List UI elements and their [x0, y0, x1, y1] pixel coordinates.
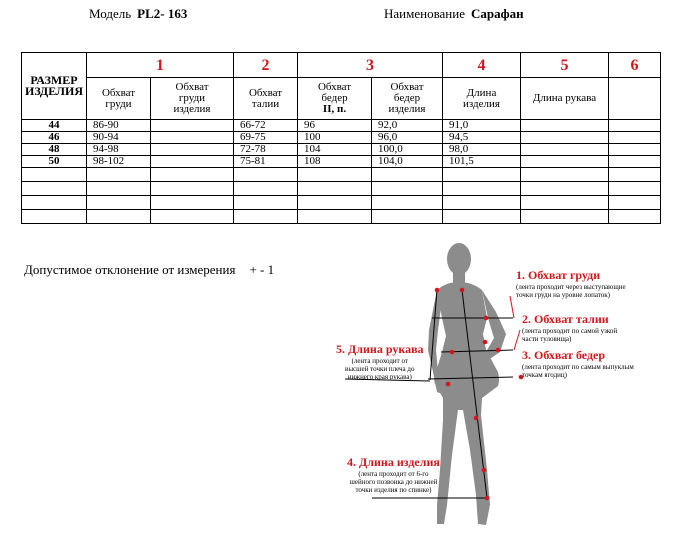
caption-arrows: [510, 296, 520, 350]
caption-sleeve: 5. Длина рукава (лента проходит от высшей точки плеча до нижнего края рукава): [336, 342, 424, 381]
group-number-1: 1: [87, 53, 234, 78]
group-number-3: 3: [298, 53, 443, 78]
caption-length: 4. Длина изделия (лента проходит от 6-го шейного позвонка до нижней точки изделия по спинке): [347, 455, 440, 494]
model-value: PL2- 163: [137, 6, 188, 21]
table-row: 44 86-90 66-72 96 92,0 91,0: [22, 120, 661, 132]
name-label: Наименование: [384, 6, 465, 21]
caption-hips: 3. Обхват бедер (лента проходит по самым выпуклым точкам ягодиц): [522, 348, 634, 379]
table-row: 48 94-98 72-78 104 100,0 98,0: [22, 144, 661, 156]
tolerance-label: Допустимое отклонение от измерения: [24, 262, 236, 277]
tolerance-value: + - 1: [249, 262, 275, 277]
group-number-4: 4: [443, 53, 521, 78]
col-sleeve: Длина рукава: [521, 78, 609, 120]
col-garment-hips: Обхват бедер изделия: [372, 78, 443, 120]
name-value: Сарафан: [471, 6, 524, 21]
group-number-2: 2: [234, 53, 298, 78]
col-garment-chest: Обхват груди изделия: [151, 78, 234, 120]
group-number-5: 5: [521, 53, 609, 78]
table-row: 50 98-102 75-81 108 104,0 101,5: [22, 156, 661, 168]
col-length: Длина изделия: [443, 78, 521, 120]
col-hips: Обхват бедер II, п.: [298, 78, 372, 120]
group-number-6: 6: [609, 53, 661, 78]
table-row: 46 90-94 69-75 100 96,0 94,5: [22, 132, 661, 144]
col-waist: Обхват талии: [234, 78, 298, 120]
model-label: Модель: [89, 6, 132, 21]
col-chest: Обхват груди: [87, 78, 151, 120]
caption-waist: 2. Обхват талии (лента проходит по самой узкой части туловища): [522, 312, 618, 343]
size-header: РАЗМЕР ИЗДЕЛИЯ: [22, 53, 87, 120]
caption-chest: 1. Обхват груди (лента проходит через выступающие точки груди на уровне лопаток): [516, 268, 626, 299]
